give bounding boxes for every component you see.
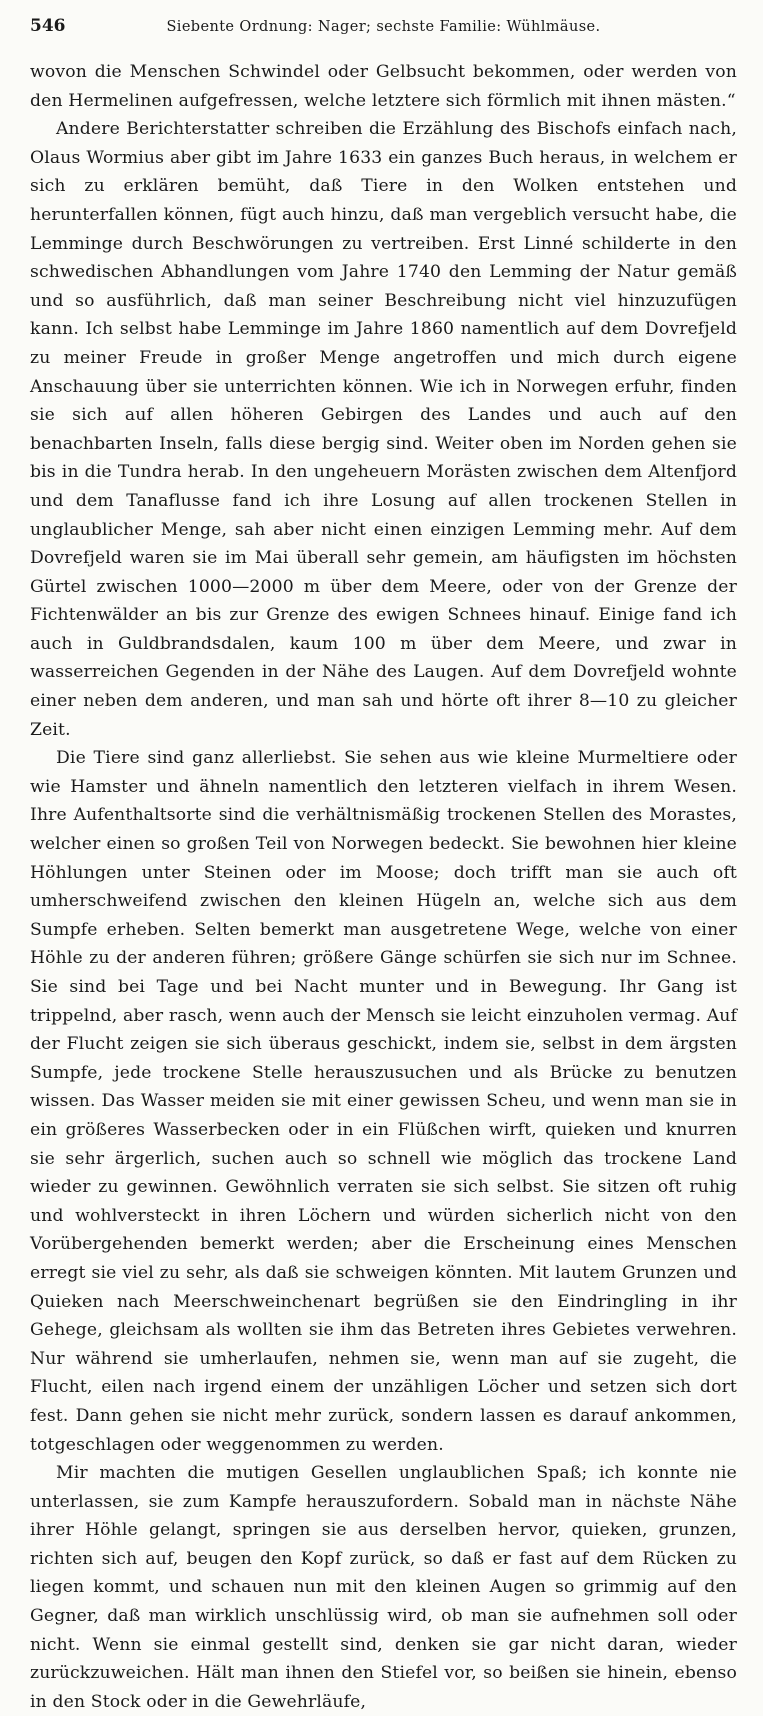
paragraph: Andere Berichterstatter schreiben die Erzählung des Bischofs einfach nach, Olaus Wormius aber gibt im Jahre 1633 ein ganzes Buch heraus, in welchem er sich zu erklären bemüht, daß Tiere in den Wolken entstehen und herunterfallen können, fügt auch hinzu, daß man vergeblich versucht habe, die Lemminge durch Beschwörungen zu vertreiben. Erst Linné schilderte in den schwedischen Abhandlungen vom Jahre 1740 den Lemming der Natur gemäß und so ausführlich, daß man seiner Beschreibung nicht viel hinzuzufügen kann. Ich selbst habe Lemminge im Jahre 1860 namentlich auf dem Dovrefjeld zu meiner Freude in großer Menge angetroffen und mich durch eigene Anschauung über sie unterrichten können. Wie ich in Norwegen erfuhr, finden sie sich auf allen höheren Gebirgen des Landes und auch auf den benachbarten Inseln, falls diese bergig sind. Weiter oben im Norden gehen sie bis in die Tundra herab. In den ungeheuern Morästen zwischen dem Altenfjord und dem Tanaflusse fand ich ihre Losung auf allen trockenen Stellen in unglaublicher Menge, sah aber nicht einen einzigen Lemming mehr. Auf dem Dovrefjeld waren sie im Mai überall sehr gemein, am häufigsten im höchsten Gürtel zwischen 1000—2000 m über dem Meere, oder von der Grenze der Fichtenwälder an bis zur Grenze des ewigen Schnees hinauf. Einige fand ich auch in Guldbrandsdalen, kaum 100 m über dem Meere, und zwar in wasserreichen Gegenden in der Nähe des Laugen. Auf dem Dovrefjeld wohnte einer neben dem anderen, und man sah und hörte oft ihrer 8—10 zu gleicher Zeit. xyxy=(30,119,737,740)
body-text xyxy=(30,58,737,1716)
paragraph: Die Tiere sind ganz allerliebst. Sie sehen aus wie kleine Murmeltiere oder wie Hamster und ähneln namentlich den letzteren vielfach in ihrem Wesen. Ihre Aufenthaltsorte sind die verhältnismäßig trockenen Stellen des Morastes, welcher einen so großen Teil von Norwegen bedeckt. Sie bewohnen hier kleine Höhlungen unter Steinen oder im Moose; doch trifft man sie auch oft umherschweifend zwischen den kleinen Hügeln an, welche sich aus dem Sumpfe erheben. Selten bemerkt man ausgetretene Wege, welche von einer Höhle zu der anderen führen; größere Gänge schürfen sie sich nur im Schnee. Sie sind bei Tage und bei Nacht munter und in Bewegung. Ihr Gang ist trippelnd, aber rasch, wenn auch der Mensch sie leicht einzuholen vermag. Auf der Flucht zeigen sie sich überaus geschickt, indem sie, selbst in dem ärgsten Sumpfe, jede trockene Stelle herauszusuchen und als Brücke zu benutzen wissen. Das Wasser meiden sie mit einer gewissen Scheu, und wenn man sie in ein größeres Wasserbecken oder in ein Flüßchen wirft, quieken und knurren sie sehr ärgerlich, suchen auch so schnell wie möglich das trockene Land wieder zu gewinnen. Gewöhnlich verraten sie sich selbst. Sie sitzen oft ruhig und wohlversteckt in ihren Löchern und würden sicherlich nicht von den Vorübergehenden bemerkt werden; aber die Erscheinung eines Menschen erregt sie viel zu sehr, als daß sie schweigen könnten. Mit lautem Grunzen und Quieken nach Meerschweinchenart begrüßen sie den Eindringling in ihr Gehege, gleichsam als wollten sie ihm das Betreten ihres Gebietes verwehren. Nur während sie umherlaufen, nehmen sie, wenn man auf sie zugeht, die Flucht, eilen nach irgend einem der unzähligen Löcher und setzen sich dort fest. Dann gehen sie nicht mehr zurück, sondern lassen es darauf ankommen, totgeschlagen oder weggenommen zu werden. xyxy=(30,748,737,1455)
running-head: Siebente Ordnung: Nager; sechste Familie: Wühlmäuse. xyxy=(166,19,601,35)
paragraph-continuation: wovon die Menschen Schwindel oder Gelbsucht bekommen, oder werden von den Hermelinen aufgefressen, welche letztere sich förmlich mit ihnen mästen.“ xyxy=(30,62,737,111)
paragraph: Mir machten die mutigen Gesellen unglaublichen Spaß; ich konnte nie unterlassen, sie zum Kampfe herauszufordern. Sobald man in nächste Nähe ihrer Höhle gelangt, springen sie aus derselben hervor, quieken, grunzen, richten sich auf, beugen den Kopf zurück, so daß er fast auf dem Rücken zu liegen kommt, und schauen nun mit den kleinen Augen so grimmig auf den Gegner, daß man wirklich unschlüssig wird, ob man sie aufnehmen soll oder nicht. Wenn sie einmal gestellt sind, denken sie gar nicht daran, wieder zurückzuweichen. Hält man ihnen den Stiefel vor, so beißen sie hinein, ebenso in den Stock oder in die Gewehrläufe, xyxy=(30,1463,737,1712)
page-header xyxy=(30,16,737,50)
page-number: 546 xyxy=(30,16,66,36)
